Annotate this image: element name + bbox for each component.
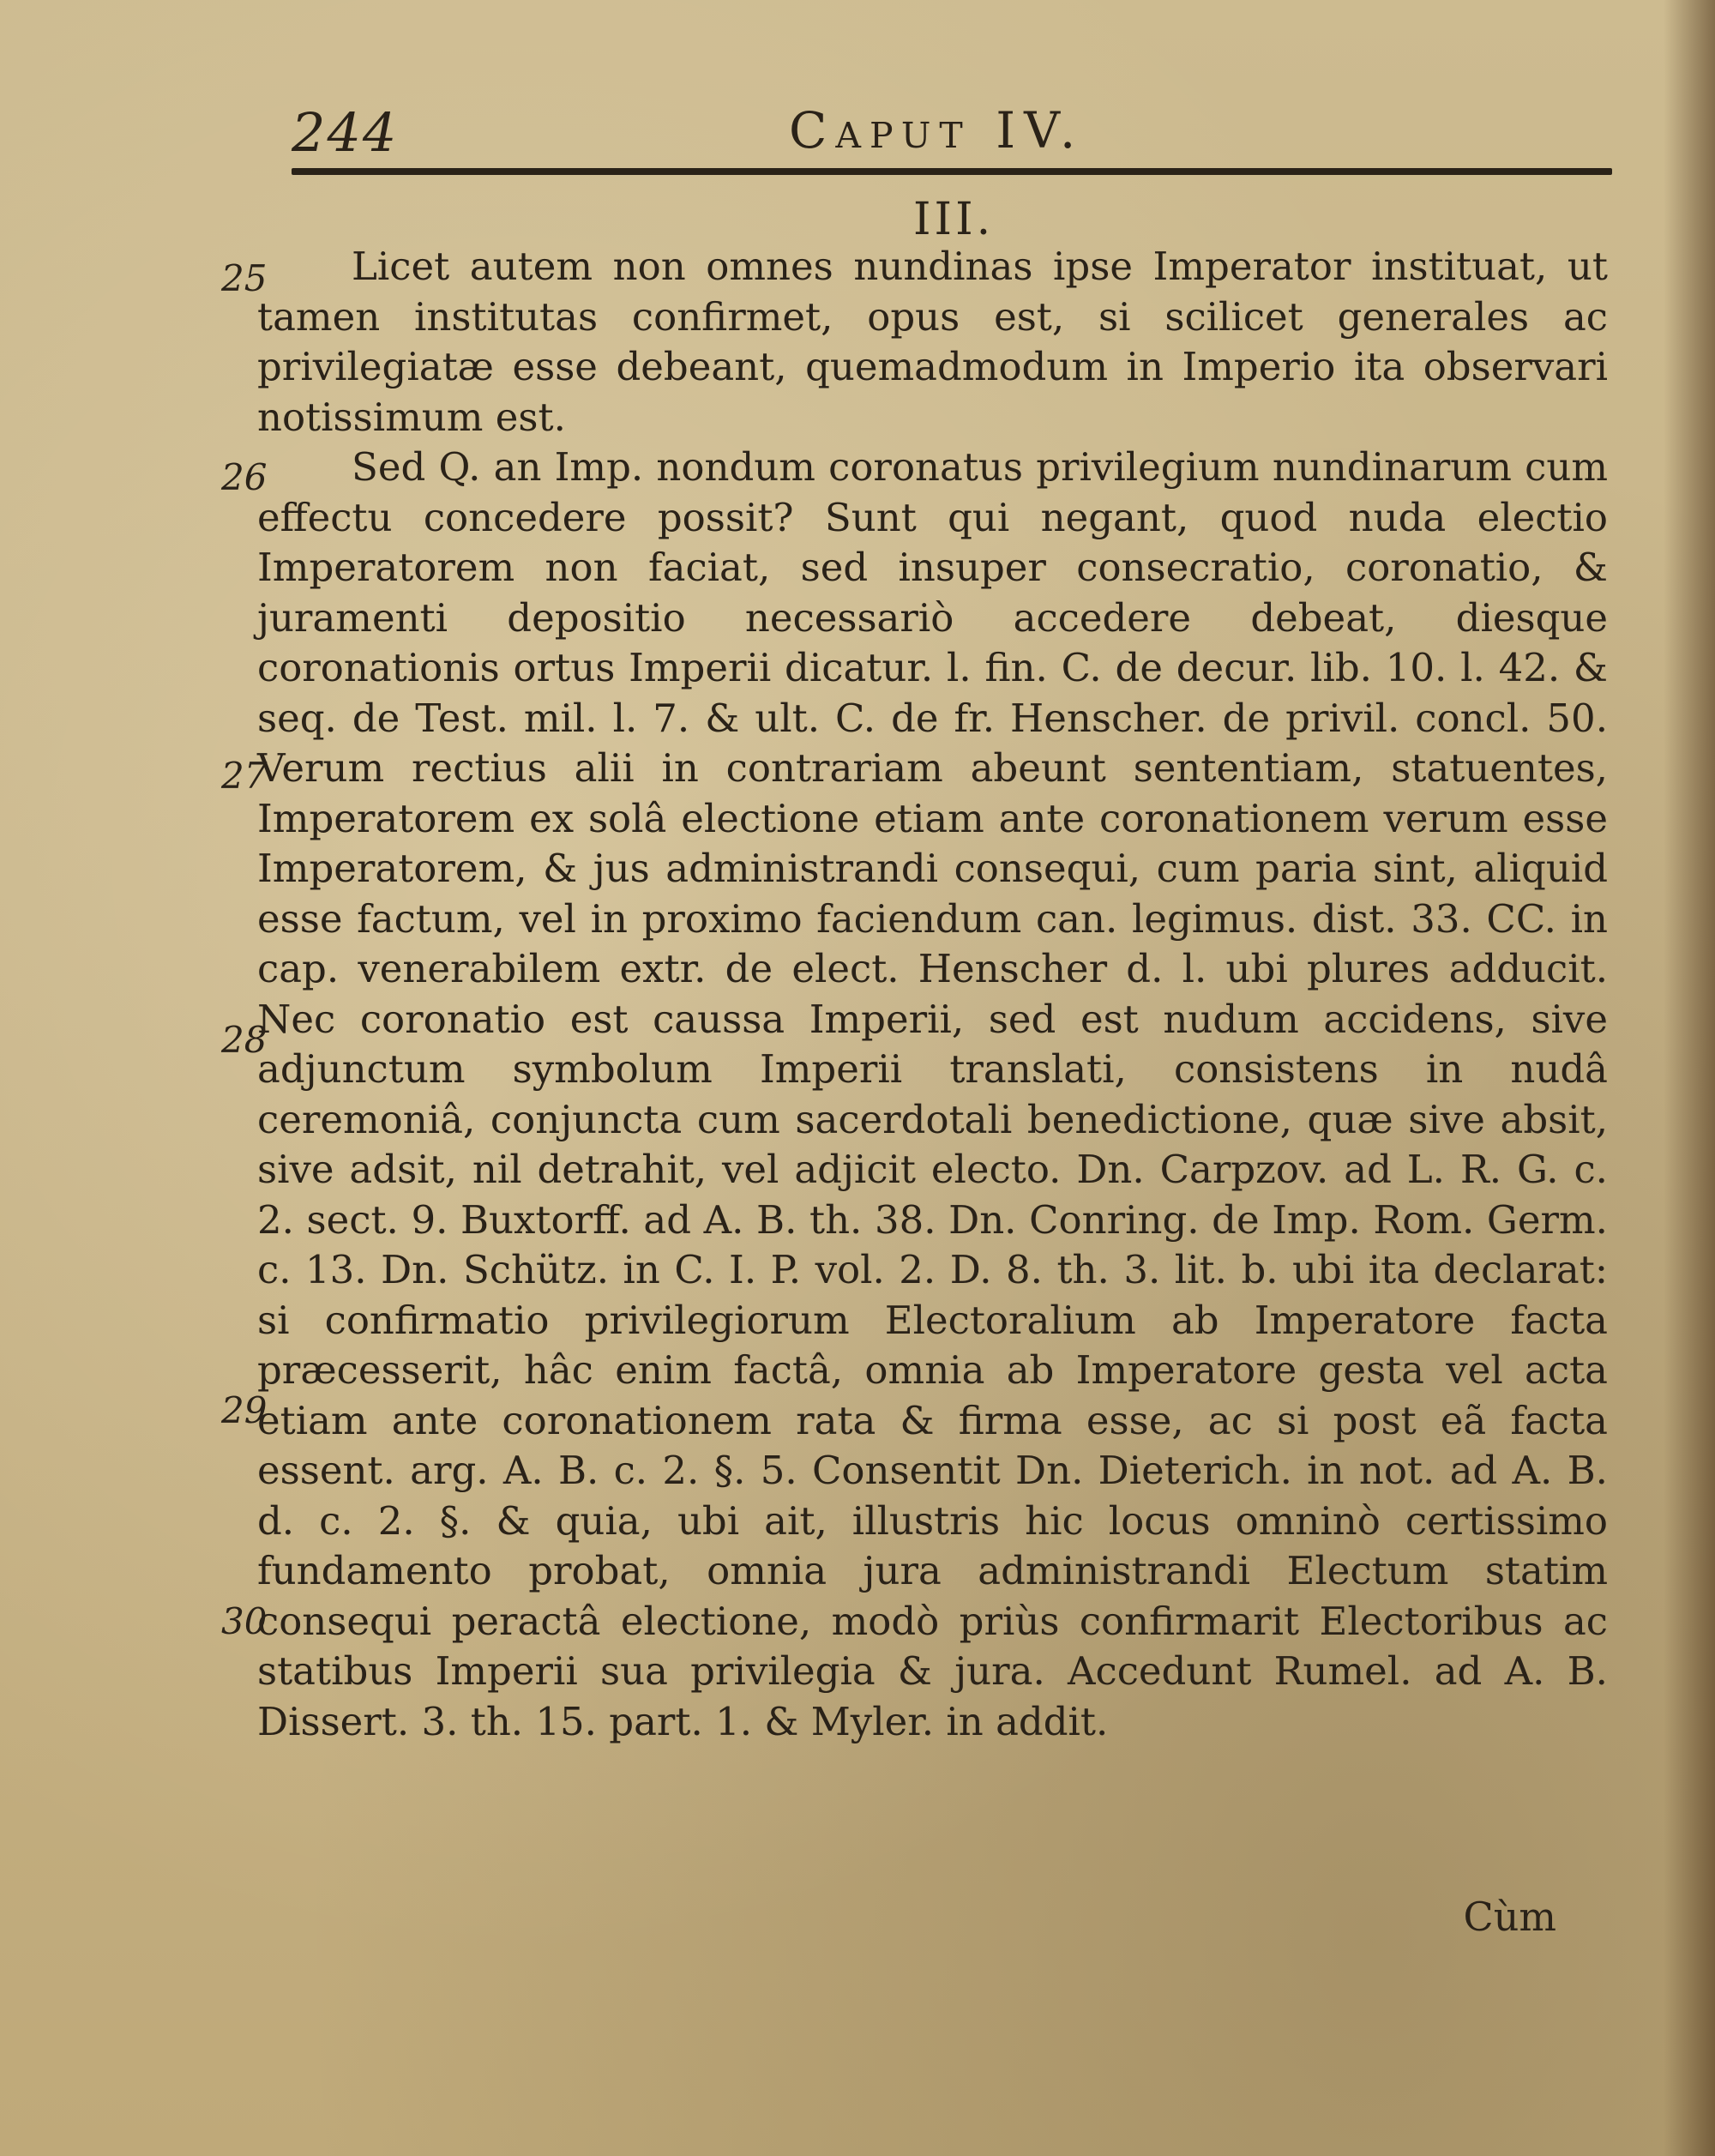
page-header xyxy=(292,101,1612,170)
catchword: Cùm xyxy=(1463,1894,1556,1940)
margin-number-26: 26 xyxy=(221,456,268,498)
paragraph-25: Licet autem non omnes nundinas ipse Imperator instituat, ut tamen institutas confirmet, opus est, si scilicet generales ac privilegiatæ esse debeant, quemadmodum in Imperio ita observari notissimum est. xyxy=(257,244,1608,440)
margin-number-28: 28 xyxy=(221,1019,268,1061)
margin-number-30: 30 xyxy=(221,1600,268,1642)
header-rule xyxy=(292,168,1612,175)
paragraph-26: Sed Q. an Imp. nondum coronatus privilegium nundinarum cum effectu concedere possit? Sunt qui negant, quod nuda electio Imperatorem non faciat, sed insuper consecratio, coronatio, & juramenti depositio necessariò accedere debeat, diesque coronationis ortus Imperii dicatur. l. fin. C. de decur. lib. 10. l. 42. & seq. de Test. mil. l. 7. & ult. C. de fr. Henscher. de privil. concl. 50. Verum rectius alii in contrariam abeunt sententiam, statuentes, Imperatorem ex solâ electione etiam ante coronationem verum esse Imperatorem, & jus administrandi consequi, cum paria sint, aliquid esse factum, vel in proximo faciendum can. legimus. dist. 33. CC. in cap. venerabilem extr. de elect. Henscher d. l. ubi plures adducit. Nec coronatio est caussa Imperii, sed est nudum accidens, sive adjunctum symbolum Imperii translati, consistens in nudâ ceremoniâ, conjuncta cum sacerdotali benedictione, quæ sive absit, sive adsit, nil detrahit, vel adjicit electo. Dn. Carpzov. ad L. R. G. c. 2. sect. 9. Buxtorff. ad A. B. th. 38. Dn. Conring. de Imp. Rom. Germ. c. 13. Dn. Schütz. in C. I. P. vol. 2. D. 8. th. 3. lit. b. ubi ita declarat: si confirmatio privilegiorum Electoralium ab Imperatore facta præcesserit, hâc enim factâ, omnia ab Imperatore gesta vel acta etiam ante coronationem rata & firma esse, ac si post eã facta essent. arg. A. B. c. 2. §. 5. Consentit Dn. Dieterich. in not. ad A. B. d. c. 2. §. & quia, ubi ait, illustris hic locus omninò certissimo fundamento probat, omnia jura administrandi Electum statim consequi peractâ electione, modò priùs confirmarit Electoribus ac statibus Imperii sua privilegia & jura. Accedunt Rumel. ad A. B. Dissert. 3. th. 15. part. 1. & Myler. in addit. xyxy=(257,444,1608,1744)
page-edge-shadow xyxy=(1664,0,1715,2156)
section-number: III. xyxy=(913,194,995,245)
margin-number-27: 27 xyxy=(221,755,268,797)
margin-number-25: 25 xyxy=(221,257,268,299)
page-number: 244 xyxy=(292,101,399,164)
running-head: Caput IV. xyxy=(789,101,1085,160)
body-text xyxy=(257,242,1608,1747)
margin-number-29: 29 xyxy=(221,1389,268,1431)
